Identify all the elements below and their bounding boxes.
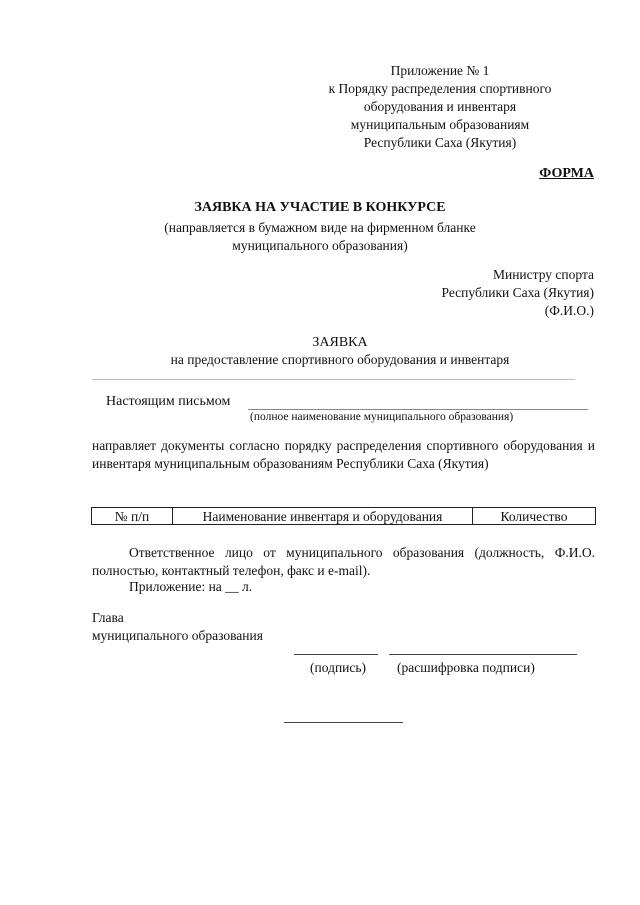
addressee-line: Республики Саха (Якутия) xyxy=(441,285,594,300)
head-line: муниципального образования xyxy=(92,628,263,643)
form-label: ФОРМА xyxy=(539,166,594,181)
addressee-block xyxy=(442,266,594,320)
signature-decode-line xyxy=(389,654,577,655)
application-subtitle xyxy=(0,219,640,255)
attachment-line: Приложение: на __ л. xyxy=(129,579,253,594)
letter-intro: Настоящим письмом xyxy=(106,394,231,409)
head-label xyxy=(92,609,263,645)
divider xyxy=(92,379,575,380)
header-number: № п/п xyxy=(92,508,173,525)
items-table xyxy=(91,507,596,525)
appendix-line: Приложение № 1 xyxy=(390,63,490,78)
municipality-name-line xyxy=(248,409,588,410)
application-subtitle-line: муниципального образования) xyxy=(232,238,408,253)
application-title: ЗАЯВКА НА УЧАСТИЕ В КОНКУРСЕ xyxy=(194,200,446,215)
signature-decode-caption: (расшифровка подписи) xyxy=(397,660,535,675)
appendix-line: Республики Саха (Якутия) xyxy=(363,135,517,150)
addressee-line: (Ф.И.О.) xyxy=(544,303,594,318)
head-line: Глава xyxy=(92,610,124,625)
table-header-row xyxy=(92,508,596,525)
appendix-line: к Порядку распределения спортивного xyxy=(328,81,552,96)
request-subtitle: на предоставление спортивного оборудования и инвентаря xyxy=(170,352,510,367)
appendix-line: оборудования и инвентаря xyxy=(363,99,517,114)
appendix-block xyxy=(300,62,580,152)
appendix-line: муниципальным образованиям xyxy=(350,117,530,132)
request-title: ЗАЯВКА xyxy=(312,335,368,350)
municipality-name-hint: (полное наименование муниципального образования) xyxy=(250,411,514,423)
responsible-paragraph: Ответственное лицо от муниципального образования (должность, Ф.И.О. полностью, контактный телефон, факс и e-mail). xyxy=(92,545,595,578)
header-quantity: Количество xyxy=(473,508,596,525)
body-paragraph: направляет документы согласно порядку распределения спортивного оборудования и инвентаря муниципальным образованиям Республики Саха (Якутия) xyxy=(92,438,595,471)
date-line xyxy=(284,722,403,723)
addressee-line: Министру спорта xyxy=(492,267,594,282)
application-subtitle-line: (направляется в бумажном виде на фирменном бланке xyxy=(164,220,476,235)
signature-caption: (подпись) xyxy=(310,660,367,675)
header-name: Наименование инвентаря и оборудования xyxy=(173,508,473,525)
signature-line xyxy=(294,654,378,655)
